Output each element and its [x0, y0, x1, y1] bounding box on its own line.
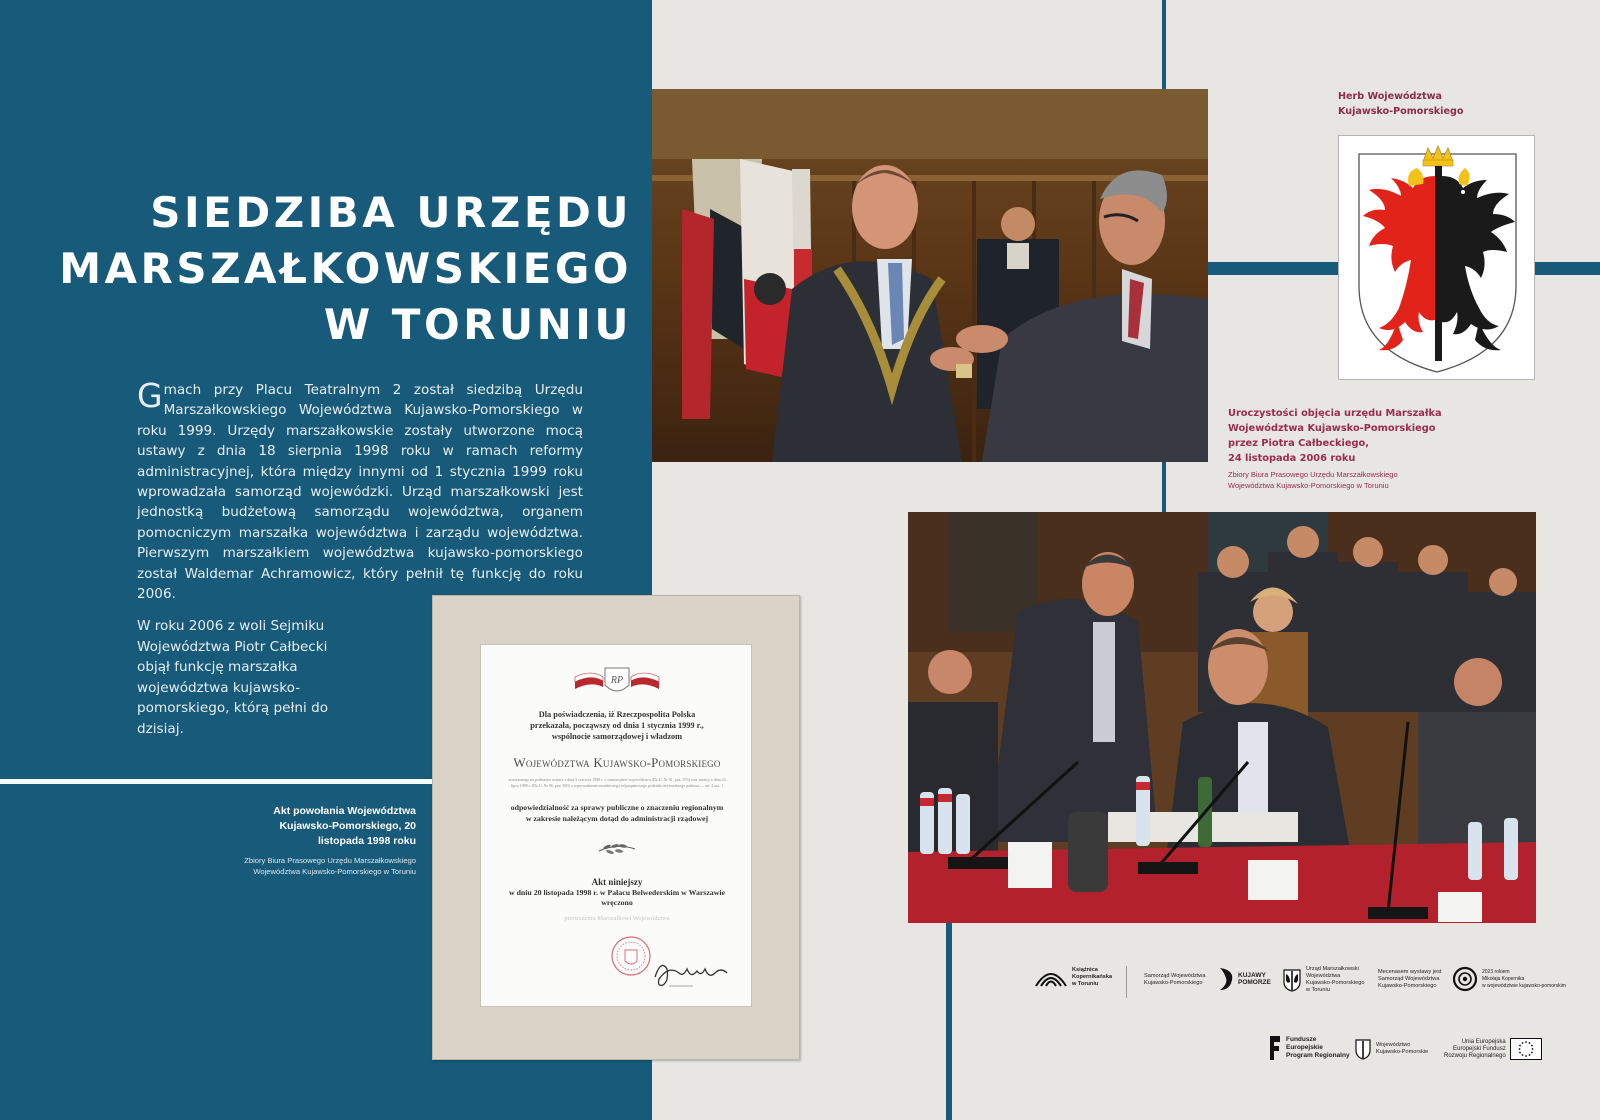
logo-kujawy-text: KUJAWY POMORZE	[1238, 972, 1271, 986]
logo-ue-text: Unia Europejska Europejski Fundusz Rozwoju Regionalnego	[1444, 1038, 1506, 1059]
certificate-intro-line: Dla poświadczenia, iż Rzeczpospolita Polska	[538, 710, 696, 719]
ceremony-photo	[652, 89, 1208, 462]
meeting-photo-image	[908, 512, 1536, 923]
vertical-accent-line-bottom	[946, 923, 952, 1120]
certificate-act-text	[491, 877, 743, 909]
divider-line	[0, 779, 432, 784]
signature-icon	[649, 955, 731, 989]
svg-text:RP: RP	[610, 675, 624, 686]
logo-kopernik-text: 2023 rokiem Mikołaja Kopernika w województwie kujawsko-pomorskim	[1482, 968, 1566, 989]
title-line-2: MARSZAŁKOWSKIEGO	[59, 244, 632, 293]
certificate-legal-basis: utworzonego na podstawie ustawy z dnia 5 czerwca 1998 r. o samorządzie województwa (Dz.U. Nr 91, poz. 576) oraz ustawy z dnia 24 lipca 1998 r. (Dz.U. Nr 96, poz. 603) o wprowadzeniu zasadniczego trójstopniowego podziału terytorialnego państwa — art. 2 ust. 1	[508, 777, 726, 788]
logo-mecenas	[1378, 969, 1441, 990]
paragraph-2: W roku 2006 z woli Sejmiku Województwa Piotr Całbecki objął funkcję marszałka województwa kujawsko-pomorskiego, którą pełni do dzisiaj.	[137, 618, 329, 737]
ceremony-caption-source	[1228, 470, 1398, 491]
ceremony-source-line: Województwa Kujawsko-Pomorskiego w Toruniu	[1228, 480, 1389, 490]
ksiaznica-logo-icon	[1034, 966, 1068, 988]
rp-emblem-icon	[571, 663, 663, 699]
act-caption-title: Akt powołania Województwa Kujawsko-Pomorskiego, 20 listopada 1998 roku	[273, 805, 416, 847]
coat-of-arms	[1338, 135, 1535, 380]
certificate-act-line: Akt niniejszy	[591, 877, 643, 887]
certificate-act-line: w dniu 20 listopada 1998 r. w Pałacu Belwederskim w Warszawie	[509, 887, 725, 897]
act-caption-source: Zbiory Biura Prasowego Urzędu Marszałkowskiego Województwa Kujawsko-Pomorskiego w Toruniu	[244, 856, 416, 876]
certificate-intro-line: wspólnocie samorządowej i władzom	[551, 732, 683, 741]
logo-mecenas-text: Mecenasem wystawy jest Samorząd Województwa Kujawsko-Pomorskiego	[1378, 969, 1442, 989]
coat-caption	[1338, 89, 1463, 119]
logo-fundusze-text	[1286, 1036, 1350, 1060]
ceremony-source-line: Zbiory Biura Prasowego Urzędu Marszałkowskiego	[1228, 470, 1398, 479]
certificate-responsibility	[491, 803, 743, 824]
certificate-responsibility-line: w zakresie należącym dotąd do administracji rządowej	[525, 813, 709, 823]
act-caption	[240, 804, 416, 877]
meeting-photo	[908, 512, 1536, 923]
paragraph-1-text: mach przy Placu Teatralnym 2 został siedzibą Urzędu Marszałkowskiego Województwa Kujawsko-Pomorskiego w roku 1999. Urzędy marszałkowskie zostały utworzone mocą ustawy z dnia 18 sierpnia 1998 roku w ramach reformy administracyjnej, która między innymi od 1 stycznia 1999 roku wprowadzała samorząd wojewódzki. Urząd marszałkowski jest jednostką budżetową samorządu województwa, organem pomocniczym marszałka województwa i zarządu województwa. Pierwszym marszałkiem województwa kujawsko-pomorskiego został Waldemar Achramowicz, który pełnił tę funkcję do roku 2006.	[137, 382, 583, 603]
ceremony-caption-line: Uroczystości objęcia urzędu Marszałka	[1228, 408, 1442, 419]
logo-wojewodztwo	[1354, 1038, 1428, 1060]
logo-unia-europejska	[1444, 1038, 1542, 1060]
logo-kopernik-2023	[1452, 966, 1566, 992]
ceremony-caption	[1228, 406, 1442, 466]
ceremony-caption-line: przez Piotra Całbeckiego,	[1228, 438, 1369, 449]
ceremony-caption-line: Województwa Kujawsko-Pomorskiego	[1228, 423, 1436, 434]
certificate-intro-line: przekazała, począwszy od dnia 1 stycznia 1999 r.,	[530, 721, 704, 730]
kopernik-year-icon	[1452, 966, 1478, 992]
wojewodztwo-shield-icon	[1354, 1038, 1372, 1060]
logo-urzad	[1282, 966, 1364, 994]
drop-cap: G	[137, 376, 163, 415]
title-line-1: SIEDZIBA URZĘDU	[150, 188, 632, 237]
eu-flag-icon	[1510, 1038, 1542, 1060]
kujawy-pomorze-logo-icon	[1216, 966, 1236, 992]
coat-caption-line: Herb Województwa	[1338, 91, 1442, 102]
certificate-act-line: wręczono	[601, 898, 633, 907]
paragraph-1	[137, 376, 583, 604]
certificate-recipient: pierwszemu Marszałkowi Województwa	[564, 915, 670, 922]
certificate-intro	[491, 709, 743, 742]
title-line-3: W TORUNIU	[323, 300, 632, 349]
logo-wojewodztwo-text: Województwo Kujawsko-Pomorskie	[1376, 1042, 1429, 1055]
page-title	[12, 185, 632, 353]
certificate-frame	[432, 595, 800, 1060]
seal-stamp-icon	[609, 934, 653, 978]
fundusze-europejskie-icon	[1268, 1034, 1282, 1062]
logo-kujawy-pomorze	[1216, 966, 1271, 992]
ceremony-photo-image	[652, 89, 1208, 462]
logo-ksiaznica	[1034, 966, 1112, 988]
coat-of-arms-icon	[1339, 136, 1536, 381]
certificate-voivodeship-name: Województwa Kujawsko-Pomorskiego	[513, 755, 721, 770]
urzad-shield-icon	[1282, 968, 1302, 992]
certificate-document	[480, 644, 752, 1007]
logo-ksiaznica-text: Książnica Kopernikańska w Toruniu	[1072, 966, 1113, 987]
logo-fundusze-label: Fundusze Europejskie Program Regionalny	[1286, 1036, 1350, 1059]
logo-fundusze	[1268, 1034, 1350, 1062]
logo-separator	[1126, 966, 1127, 998]
ceremony-caption-line: 24 listopada 2006 roku	[1228, 453, 1356, 464]
logo-urzad-text: Urząd Marszałkowski Województwa Kujawsko-Pomorskiego w Toruniu	[1306, 966, 1365, 993]
coat-caption-line: Kujawsko-Pomorskiego	[1338, 106, 1464, 117]
laurel-ornament-icon	[595, 841, 639, 855]
logo-samorzad	[1144, 973, 1205, 987]
certificate-responsibility-line: odpowiedzialność za sprawy publiczne o znaczeniu regionalnym	[510, 803, 724, 812]
logo-samorzad-text: Samorząd Województwa Kujawsko-Pomorskiego	[1144, 973, 1206, 986]
